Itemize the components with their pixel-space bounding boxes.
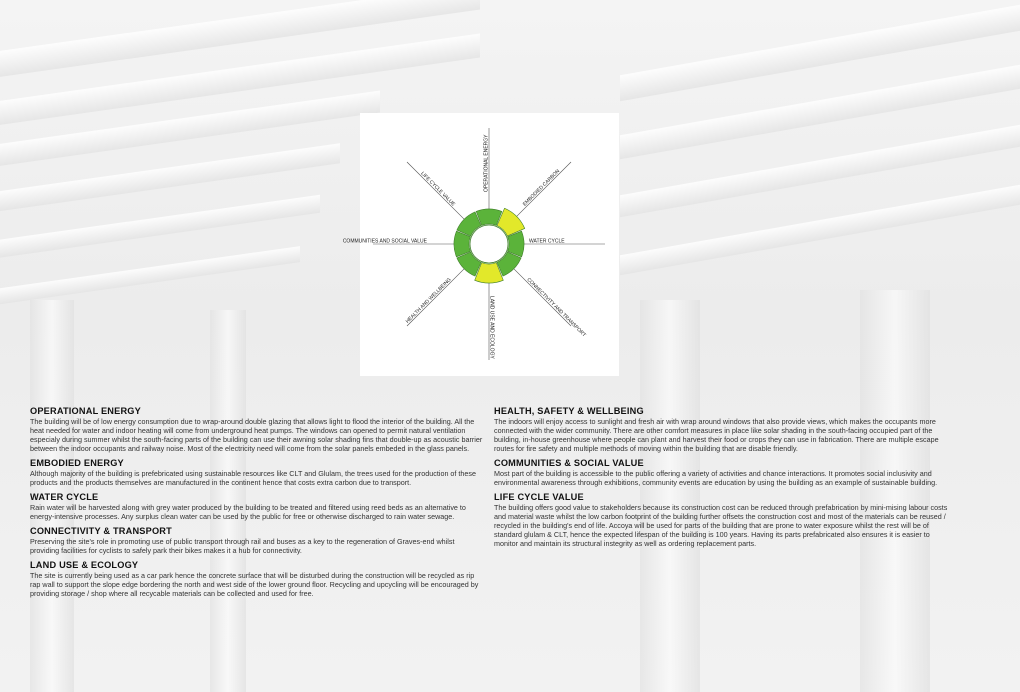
section-title: HEALTH, SAFETY & WELLBEING <box>494 406 644 416</box>
axis-label-3: CONNECTIVITY AND TRANSPORT <box>525 276 587 339</box>
section-title: WATER CYCLE <box>30 492 99 502</box>
section-health-safety-wellbeing <box>494 406 949 453</box>
section-land-use-ecology <box>30 560 485 598</box>
axis-label-7: LIFE CYCLE VALUE <box>419 170 457 208</box>
section-water-cycle <box>30 492 485 521</box>
section-title: LAND USE & ECOLOGY <box>30 560 139 570</box>
section-operational-energy <box>30 406 485 453</box>
section-body: The indoors will enjoy access to sunlight and fresh air with wrap around windows that also provide views, which makes the occupants more connected with the wider community. There are other comfort measures in place like solar shading in the south-facing occupied part of the building, in-house greenhouse where people can plant and harvest their food or crops they can use in fabrication. There are multiple escape routes for fire safety and multiple methods of moving within the building that are disable friendly. <box>494 417 939 453</box>
sustainability-wheel-diagram <box>342 113 619 376</box>
axis-label-5: HEALTH AND WELLBEING <box>404 276 453 325</box>
section-connectivity-transport <box>30 526 485 555</box>
section-title: OPERATIONAL ENERGY <box>30 406 141 416</box>
section-body: The building offers good value to stakeholders because its construction cost can be reduced through prefabrication by mini-mising labour costs and material waste whilst the low carbon footprint of the building further offsets the construction cost and most of the materials can be reused / recycled in the building's end of life. Accoya will be used for parts of the building that are prone to water exposure whilst the rest will be of standard glulam & CLT, hence the expected lifespan of the building is 100 years. Having its parts prefabricated also ensures it is easier to monitor and maintain its structural instegrity as well as ordering replacement parts. <box>494 503 948 548</box>
section-life-cycle-value <box>494 492 949 548</box>
section-body: Preserving the site's role in promoting use of public transport through rail and buses as a key to the regeneration of Graves-end whilst providing facilities for cyclists to safely park their bikes makes it a hub for connectivity. <box>30 537 455 555</box>
axis-label-1: EMBODIED CARBON <box>521 168 562 208</box>
section-title: LIFE CYCLE VALUE <box>494 492 584 502</box>
section-body: Rain water will be harvested along with grey water produced by the building to be treated and filtered using reed beds as an alternative to energy-intensive processes. Any surplus clean water can be used by the public for free or otherwise discharged to rain water sewage. <box>30 503 466 521</box>
axis-label-4: LAND USE AND ECOLOGY <box>488 296 495 359</box>
section-body: Most part of the building is accessible to the public offering a variety of activities and chance interactions. It promotes social inclusivity and environmental awareness through exhibitions, community events are education by using the building as an example of sustainable building. <box>494 469 938 487</box>
section-title: CONNECTIVITY & TRANSPORT <box>30 526 172 536</box>
wheel-svg <box>342 113 619 376</box>
section-title: COMMUNITIES & SOCIAL VALUE <box>494 458 644 468</box>
right-text-column <box>494 406 949 553</box>
left-text-column <box>30 406 485 603</box>
section-title: EMBODIED ENERGY <box>30 458 124 468</box>
axis-label-6: COMMUNITIES AND SOCIAL VALUE <box>342 238 427 245</box>
section-embodied-energy <box>30 458 485 487</box>
section-body: The building will be of low energy consumption due to wrap-around double glazing that allows light to flood the interior of the building. All the heat needed for water and indoor heating will come from underground heat pumps. The windows can opened to permit natural ventilation especialy during summer whilst the south-facing parts of the building can use their awning solar shading fins that double-up as acoustic barrier between the indoor occupants and railway noise. Most of the electricity need will come from the solar panels embeded in the glass panels. <box>30 417 483 453</box>
ring-center <box>470 225 508 263</box>
axis-label-2: WATER CYCLE <box>529 238 565 245</box>
axis-label-0: OPERATIONAL ENERGY <box>483 134 490 192</box>
section-body: Although majority of the building is prefebricated using sustainable resources like CLT and Glulam, the trees used for the production of these products and the products themselves are manufactured in the continent hence that costs extra carbon due to transport. <box>30 469 477 487</box>
section-communities-social-value <box>494 458 949 487</box>
section-body: The site is currently being used as a car park hence the concrete surface that will be disturbed during the construction will be recycled as rip rap wall to support the slope edge bordering the north and west side of the lower ground floor. Recycling and upcycling will be encouraged by providing storage / shop where all recycable materials can be collected and used for free. <box>30 571 479 598</box>
